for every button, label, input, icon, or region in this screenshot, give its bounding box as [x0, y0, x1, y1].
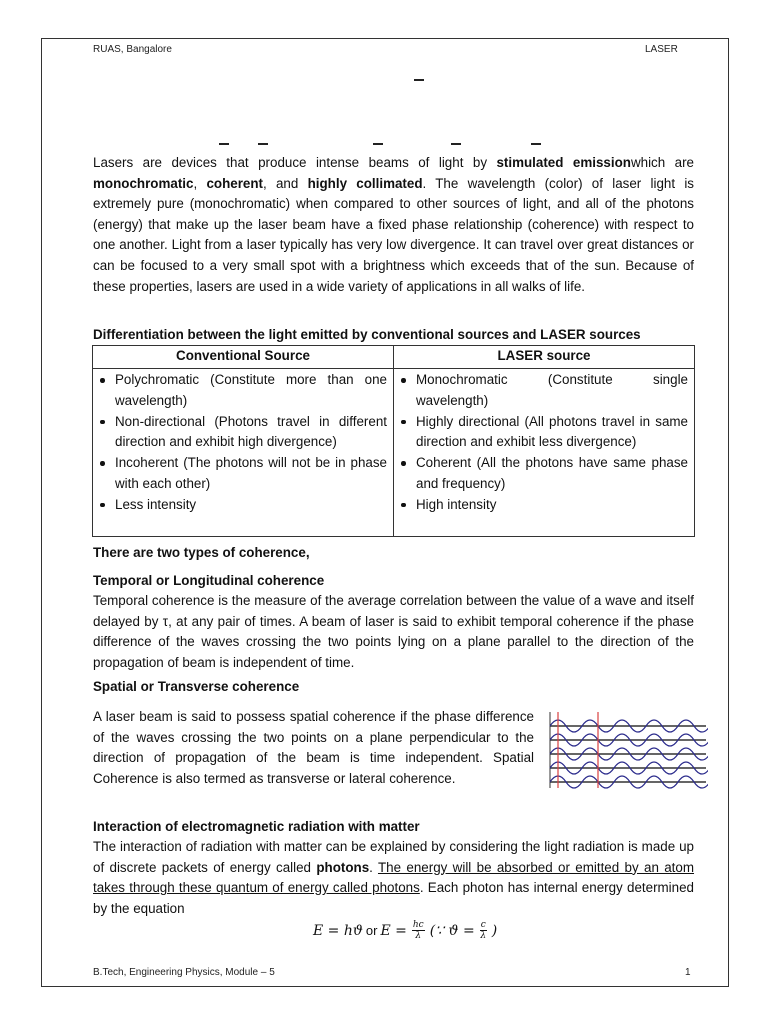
intro-text: which are: [630, 155, 694, 170]
equation-part: E =: [380, 922, 407, 939]
intro-paragraph: [93, 153, 694, 297]
placeholder-dash: [373, 143, 383, 145]
intro-bold: monochromatic: [93, 175, 194, 191]
interaction-heading: Interaction of electromagnetic radiation with matter: [93, 819, 420, 834]
intro-text: ,: [193, 175, 207, 191]
fraction-numerator: hc: [412, 920, 424, 930]
header-institution: RUAS, Bangalore: [93, 44, 172, 55]
photons-bold: photons: [316, 859, 370, 875]
placeholder-dash: [414, 79, 424, 81]
energy-equation: [313, 920, 497, 941]
equation-part: ): [491, 922, 498, 939]
list-item: Incoherent (The photons will not be in phase with each other): [97, 453, 387, 495]
placeholder-dash: [219, 143, 229, 145]
spatial-paragraph: A laser beam is said to possess spatial coherence if the phase difference of the waves crossing the two points on a plane perpendicular to the direction of propagation of the beam is time independent. Spatial Coherence is also termed as transverse or lateral coherence.: [93, 709, 534, 786]
comparison-table: [92, 345, 695, 537]
interaction-paragraph: [93, 837, 694, 919]
column-header-conventional: Conventional Source: [93, 346, 394, 369]
list-item: Monochromatic (Constitute single wavelength): [398, 370, 688, 412]
interaction-text: .: [369, 859, 378, 875]
comparison-title: Differentiation between the light emitted by conventional sources and LASER sources: [93, 327, 641, 342]
page-number: 1: [685, 967, 691, 978]
placeholder-dash: [258, 143, 268, 145]
coherence-intro: There are two types of coherence,: [93, 545, 310, 560]
list-item: Highly directional (All photons travel in same direction and exhibit less divergence): [398, 412, 688, 454]
interaction-text: . Each photon has internal energy determined by the equation: [93, 880, 694, 916]
fraction-numerator: c: [480, 920, 486, 930]
list-item: Less intensity: [97, 495, 387, 516]
spatial-coherence-waves-icon: [548, 710, 708, 790]
intro-bold: stimulated emission: [496, 155, 631, 170]
intro-bold: highly collimated: [307, 175, 423, 191]
intro-bold: coherent: [206, 175, 263, 191]
equation-part: E = hϑ: [313, 922, 363, 939]
equation-part: (∵ ϑ =: [429, 922, 475, 939]
list-item: Non-directional (Photons travel in different direction and exhibit high divergence): [97, 412, 387, 454]
fraction-denominator: λ: [415, 931, 422, 941]
list-item: Coherent (All the photons have same phase and frequency): [398, 453, 688, 495]
placeholder-dash: [531, 143, 541, 145]
laser-cell: [394, 369, 695, 537]
column-header-laser: LASER source: [394, 346, 695, 369]
temporal-paragraph: Temporal coherence is the measure of the average correlation between the value of a wave and itself delayed by τ, at any pair of times. A beam of laser is said to exhibit temporal coherence if the phase difference of the waves crossing the two points lying on a plane parallel to the direction of the propagation of beam is independent of time.: [93, 593, 694, 670]
conventional-cell: [93, 369, 394, 537]
placeholder-dash: [451, 143, 461, 145]
table-row: [93, 369, 695, 537]
table-header-row: [93, 346, 695, 369]
equation-or: or: [365, 923, 378, 938]
intro-text: Lasers are devices that produce intense beams of light by: [93, 155, 497, 170]
temporal-heading: Temporal or Longitudinal coherence: [93, 573, 325, 588]
fraction-denominator: λ: [480, 931, 487, 941]
intro-text: . The wavelength (color) of laser light is extremely pure (monochromatic) when compared to other sources of light, and all of the photons (energy) that make up the laser beam have a fixed phase relationship (coherence) with respect to one another. Light from a laser typically has very low divergence. It can travel over great distances or can be focused to a very small spot with a brightness which exceeds that of the sun. Because of these properties, lasers are used in a wide variety of applications in all walks of life.: [93, 175, 694, 294]
interaction-text: The interaction of radiation with matter can be explained by considering the light radiation is made up of discrete packets of energy called: [93, 839, 694, 875]
footer-course: B.Tech, Engineering Physics, Module – 5: [93, 967, 275, 978]
underlined-statement: The energy will be absorbed or emitted by an atom takes through these quantum of energy called photons: [93, 859, 695, 896]
intro-text: , and: [263, 175, 308, 191]
list-item: Polychromatic (Constitute more than one wavelength): [97, 370, 387, 412]
list-item: High intensity: [398, 495, 688, 516]
spatial-heading: Spatial or Transverse coherence: [93, 679, 300, 694]
fraction-c-lambda: [480, 920, 487, 941]
fraction-hc-lambda: [412, 920, 425, 941]
header-topic: LASER: [645, 44, 678, 55]
